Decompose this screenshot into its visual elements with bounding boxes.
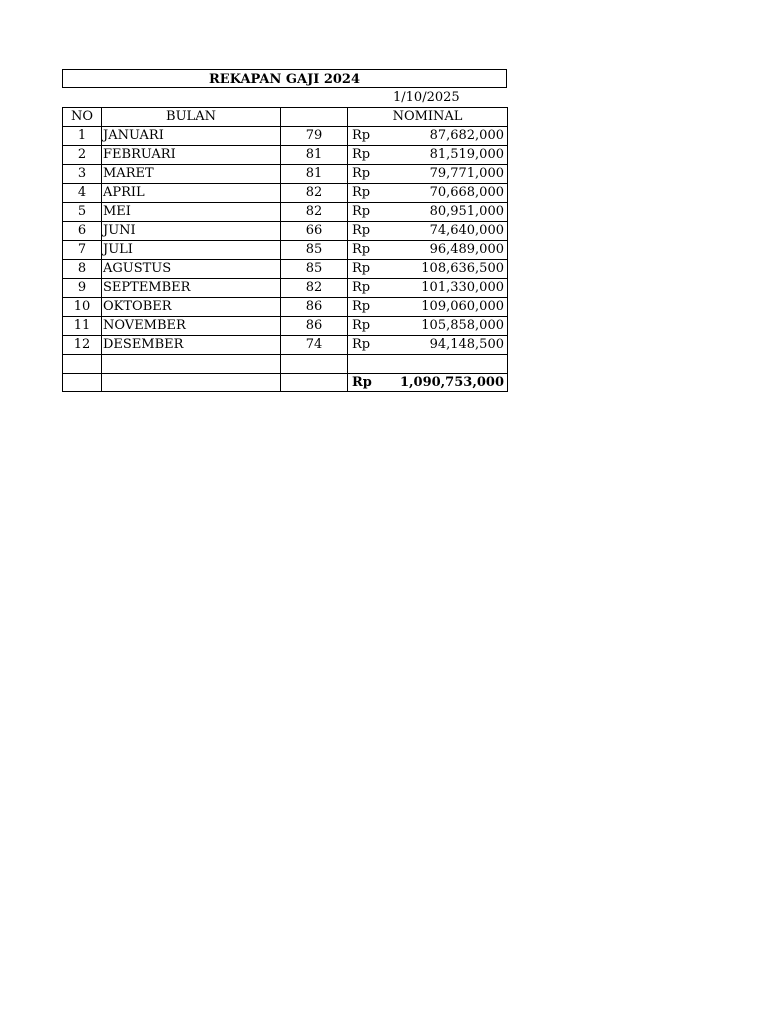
row-value: 79 xyxy=(281,127,348,146)
row-amount: 81,519,000 xyxy=(429,147,504,162)
row-month: JULI xyxy=(102,241,281,260)
row-nominal xyxy=(348,165,508,184)
row-no: 10 xyxy=(63,298,102,317)
table-row xyxy=(63,336,508,355)
total-row xyxy=(63,373,508,392)
row-currency: Rp xyxy=(352,147,371,162)
row-amount: 74,640,000 xyxy=(429,223,504,238)
row-currency: Rp xyxy=(352,261,371,276)
row-currency: Rp xyxy=(352,185,371,200)
report-date: 1/10/2025 xyxy=(393,90,460,105)
row-value: 81 xyxy=(281,165,348,184)
header-value xyxy=(281,108,348,127)
row-month: SEPTEMBER xyxy=(102,279,281,298)
total-nominal xyxy=(348,373,508,392)
table-row xyxy=(63,279,508,298)
row-nominal xyxy=(348,317,508,336)
row-amount: 101,330,000 xyxy=(421,280,504,295)
total-amount: 1,090,753,000 xyxy=(399,374,504,390)
blank-cell xyxy=(348,355,508,374)
row-month: FEBRUARI xyxy=(102,146,281,165)
row-month: AGUSTUS xyxy=(102,260,281,279)
row-value: 86 xyxy=(281,317,348,336)
row-month: OKTOBER xyxy=(102,298,281,317)
date-row xyxy=(62,88,507,107)
row-nominal xyxy=(348,298,508,317)
table-row xyxy=(63,165,508,184)
row-nominal xyxy=(348,184,508,203)
table-row xyxy=(63,317,508,336)
row-currency: Rp xyxy=(352,299,371,314)
row-nominal xyxy=(348,241,508,260)
row-amount: 79,771,000 xyxy=(429,166,504,181)
row-nominal xyxy=(348,203,508,222)
row-month: MEI xyxy=(102,203,281,222)
row-month: MARET xyxy=(102,165,281,184)
row-no: 9 xyxy=(63,279,102,298)
blank-cell xyxy=(102,355,281,374)
row-no: 8 xyxy=(63,260,102,279)
table-row xyxy=(63,203,508,222)
sheet-title: REKAPAN GAJI 2024 xyxy=(62,69,507,88)
row-no: 7 xyxy=(63,241,102,260)
salary-table xyxy=(62,107,508,392)
row-nominal xyxy=(348,146,508,165)
header-bulan: BULAN xyxy=(102,108,281,127)
row-amount: 94,148,500 xyxy=(429,337,504,352)
row-amount: 96,489,000 xyxy=(429,242,504,257)
row-no: 4 xyxy=(63,184,102,203)
table-row xyxy=(63,298,508,317)
salary-recap-sheet xyxy=(62,69,507,392)
row-value: 86 xyxy=(281,298,348,317)
row-value: 82 xyxy=(281,279,348,298)
header-row xyxy=(63,108,508,127)
row-value: 81 xyxy=(281,146,348,165)
table-row xyxy=(63,184,508,203)
row-value: 85 xyxy=(281,241,348,260)
row-amount: 80,951,000 xyxy=(429,204,504,219)
row-no: 12 xyxy=(63,336,102,355)
total-currency: Rp xyxy=(352,374,372,390)
row-currency: Rp xyxy=(352,280,371,295)
row-currency: Rp xyxy=(352,128,371,143)
row-currency: Rp xyxy=(352,318,371,333)
blank-cell xyxy=(281,355,348,374)
row-no: 1 xyxy=(63,127,102,146)
row-nominal xyxy=(348,260,508,279)
table-row xyxy=(63,260,508,279)
row-amount: 70,668,000 xyxy=(429,185,504,200)
row-no: 5 xyxy=(63,203,102,222)
blank-row xyxy=(63,355,508,374)
row-value: 85 xyxy=(281,260,348,279)
row-currency: Rp xyxy=(352,204,371,219)
row-no: 11 xyxy=(63,317,102,336)
row-currency: Rp xyxy=(352,223,371,238)
row-value: 82 xyxy=(281,184,348,203)
row-month: NOVEMBER xyxy=(102,317,281,336)
blank-cell xyxy=(63,355,102,374)
row-amount: 87,682,000 xyxy=(429,128,504,143)
row-currency: Rp xyxy=(352,337,371,352)
row-currency: Rp xyxy=(352,166,371,181)
row-month: JUNI xyxy=(102,222,281,241)
row-amount: 109,060,000 xyxy=(421,299,504,314)
row-amount: 108,636,500 xyxy=(421,261,504,276)
row-currency: Rp xyxy=(352,242,371,257)
row-nominal xyxy=(348,222,508,241)
row-nominal xyxy=(348,279,508,298)
table-row xyxy=(63,241,508,260)
blank-cell xyxy=(281,373,348,392)
row-no: 2 xyxy=(63,146,102,165)
row-month: APRIL xyxy=(102,184,281,203)
table-row xyxy=(63,127,508,146)
row-nominal xyxy=(348,127,508,146)
row-no: 3 xyxy=(63,165,102,184)
row-value: 82 xyxy=(281,203,348,222)
row-no: 6 xyxy=(63,222,102,241)
row-month: DESEMBER xyxy=(102,336,281,355)
blank-cell xyxy=(63,373,102,392)
row-month: JANUARI xyxy=(102,127,281,146)
row-value: 74 xyxy=(281,336,348,355)
table-row xyxy=(63,222,508,241)
table-row xyxy=(63,146,508,165)
blank-cell xyxy=(102,373,281,392)
row-value: 66 xyxy=(281,222,348,241)
header-no: NO xyxy=(63,108,102,127)
header-nominal: NOMINAL xyxy=(348,108,508,127)
row-amount: 105,858,000 xyxy=(421,318,504,333)
row-nominal xyxy=(348,336,508,355)
